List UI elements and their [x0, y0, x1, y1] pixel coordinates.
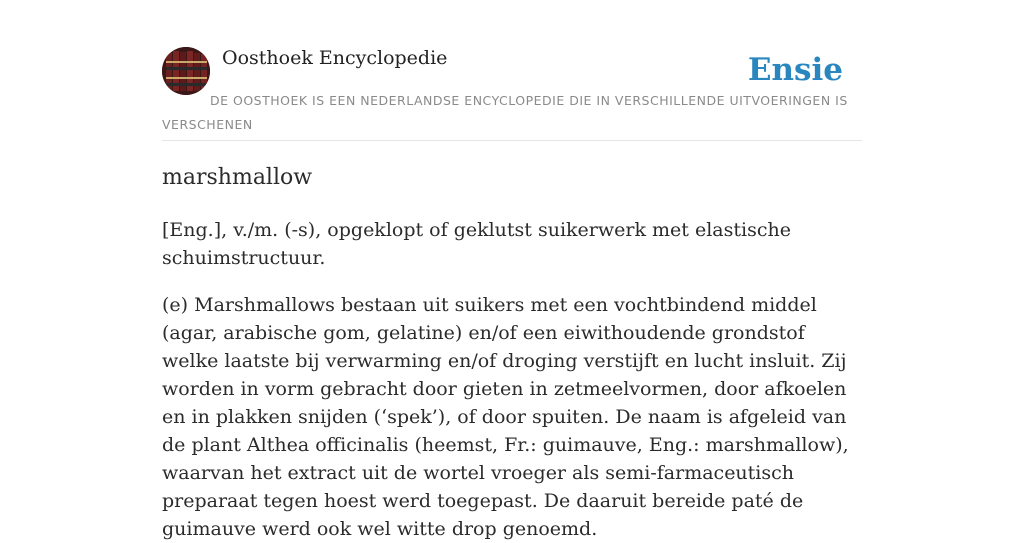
site-tagline: DE OOSTHOEK IS EEN NEDERLANDSE ENCYCLOPEDIE DIE IN VERSCHILLENDE UITVOERINGEN IS VERSCHENEN	[162, 93, 848, 132]
site-header	[162, 0, 862, 141]
brand-logo-text[interactable]: Ensie	[747, 52, 843, 88]
explanation-paragraph: (e) Marshmallows bestaan uit suikers met een vochtbindend middel (agar, arabische gom, gelatine) en/of een eiwithoudende grondstof welke laatste bij verwarming en/of droging verstijft en lucht insluit. Zij worden in vorm gebracht door gieten in zetmeelvormen, door afkoelen en in plakken snijden (‘spek’), of door spuiten. De naam is afgeleid van de plant Althea officinalis (heemst, Fr.: guimauve, Eng.: marshmallow), waarvan het extract uit de wortel vroeger als semi-farmaceutisch preparaat tegen hoest werd toegepast. De daaruit bereide paté de guimauve werd ook wel witte drop genoemd.	[162, 294, 849, 540]
page-container	[162, 0, 862, 540]
site-name[interactable]: Oosthoek Encyclopedie	[222, 47, 448, 69]
definition-paragraph: [Eng.], v./m. (-s), opgeklopt of geklutst suikerwerk met elastische schuimstructuur.	[162, 219, 791, 269]
entry-title: marshmallow	[162, 165, 313, 190]
book-spines-icon[interactable]	[162, 47, 210, 95]
